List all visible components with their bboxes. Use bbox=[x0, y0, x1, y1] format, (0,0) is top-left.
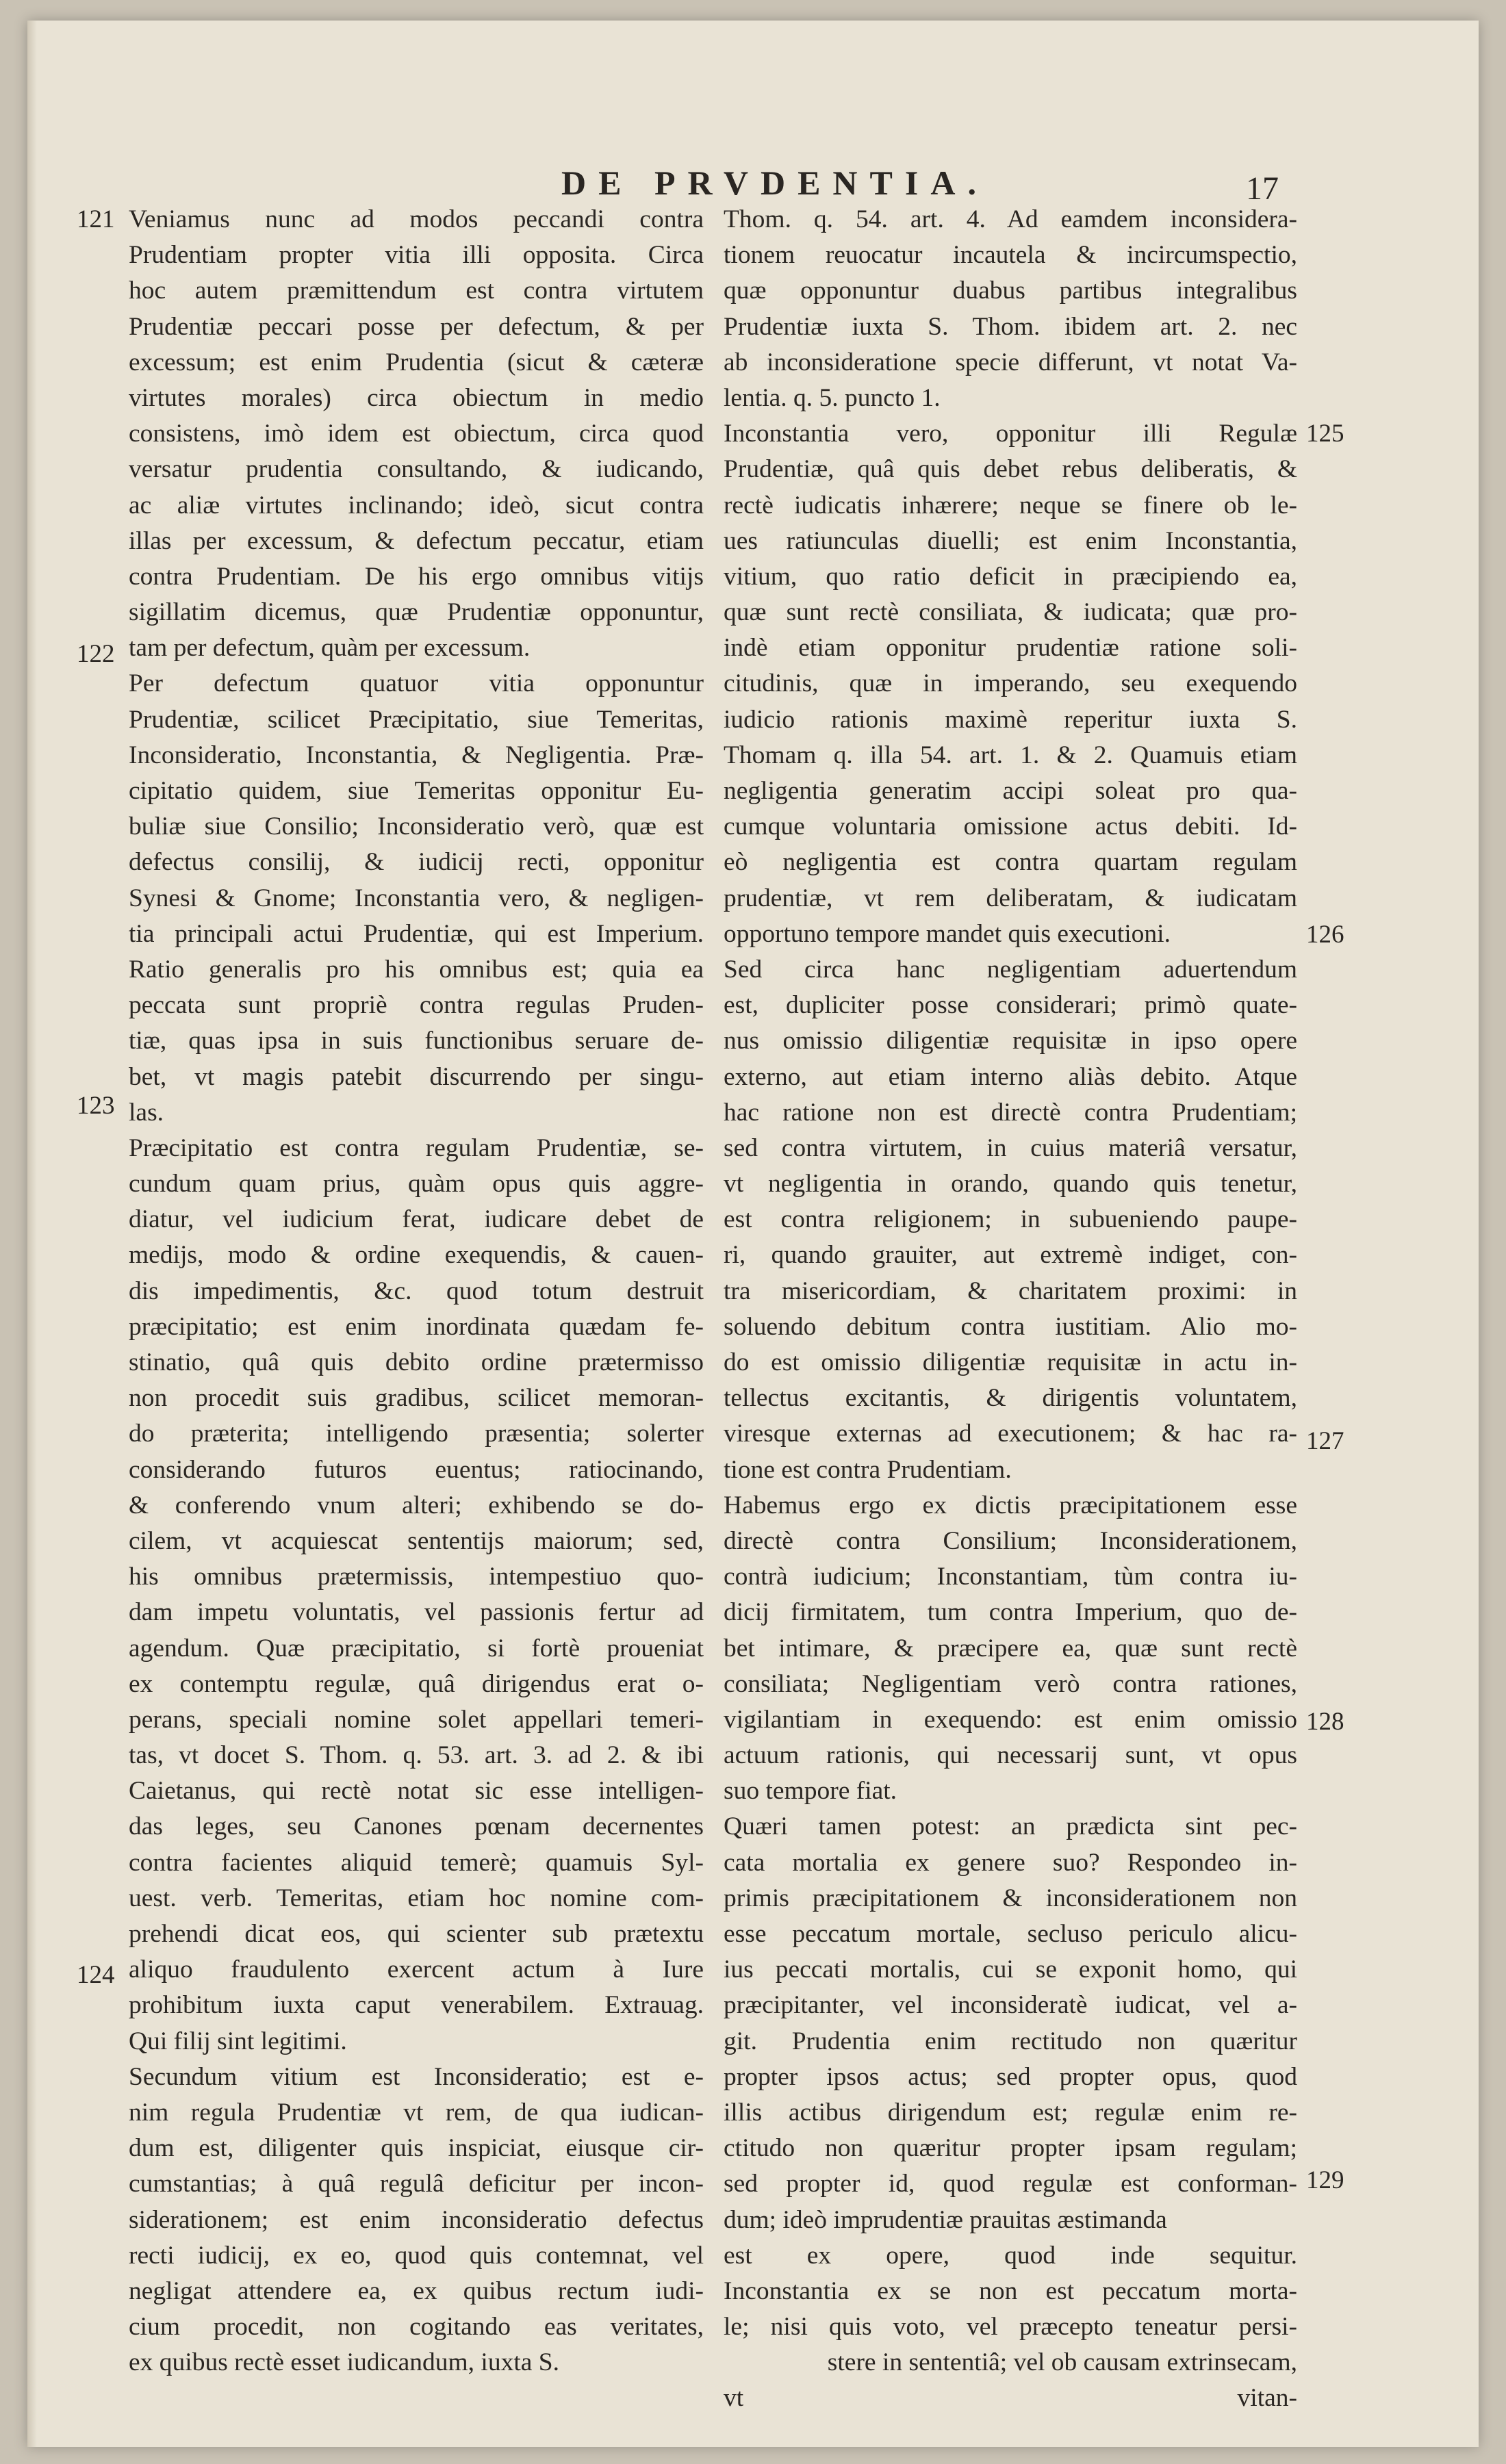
margin-number: 121 bbox=[77, 205, 115, 233]
text-line: vigilantiam in exequendo: est enim omissio bbox=[724, 1705, 1297, 1734]
text-line: externo, aut etiam interno aliàs debito. Atque bbox=[724, 1062, 1297, 1091]
margin-number: 122 bbox=[77, 640, 115, 668]
text-line: indè etiam opponitur prudentiæ ratione soli- bbox=[724, 634, 1297, 663]
text-line: stere in sententiâ; vel ob causam extrinsecam, bbox=[827, 2348, 1297, 2377]
text-line: contra facientes aliquid temerè; quamuis Syl- bbox=[129, 1848, 704, 1877]
text-line: do est omissio diligentiæ requisitæ in actu in- bbox=[724, 1348, 1297, 1376]
text-line: propter ipsos actus; sed propter opus, quod bbox=[724, 2062, 1297, 2091]
text-line: dum; ideò imprudentiæ prauitas æstimanda bbox=[724, 2205, 1167, 2234]
text-line: Secundum vitium est Inconsideratio; est e- bbox=[129, 2062, 704, 2091]
text-line: Ratio generalis pro his omnibus est; quia ea bbox=[129, 955, 704, 984]
text-line: tionem reuocatur incautela & incircumspectio, bbox=[724, 241, 1297, 270]
text-line: tione est contra Prudentiam. bbox=[724, 1455, 1012, 1484]
text-line: viresque externas ad executionem; & hac ra- bbox=[724, 1420, 1297, 1448]
text-line: quæ sunt rectè consiliata, & iudicata; quæ pro- bbox=[724, 598, 1297, 627]
text-line: his omnibus prætermissis, intempestiuo quo- bbox=[129, 1563, 704, 1591]
text-line: ex contemptu regulæ, quâ dirigendus erat o- bbox=[129, 1669, 704, 1698]
text-line: Prudentiæ, quâ quis debet rebus deliberatis, & bbox=[724, 455, 1297, 484]
text-line: aliquo fraudulento exercent actum à Iure bbox=[129, 1955, 704, 1984]
text-line: excessum; est enim Prudentia (sicut & cæteræ bbox=[129, 348, 704, 376]
text-line: ius peccati mortalis, cui se exponit homo, qui bbox=[724, 1955, 1297, 1984]
text-line: Prudentiæ iuxta S. Thom. ibidem art. 2. nec bbox=[724, 312, 1297, 341]
margin-number: 125 bbox=[1306, 420, 1344, 448]
text-line: stinatio, quâ quis debito ordine prætermisso bbox=[129, 1348, 704, 1376]
text-line: ac aliæ virtutes inclinando; ideò, sicut contra bbox=[129, 491, 704, 519]
text-line: iudicio rationis maximè reperitur iuxta S. bbox=[724, 705, 1297, 734]
text-line: bet, vt magis patebit discurrendo per singu- bbox=[129, 1062, 704, 1091]
text-line: tas, vt docet S. Thom. q. 53. art. 3. ad 2. & ibi bbox=[129, 1741, 704, 1770]
text-line: nus omissio diligentiæ requisitæ in ipso opere bbox=[724, 1027, 1297, 1055]
text-line: cilem, vt acquiescat sententijs maiorum; sed, bbox=[129, 1526, 704, 1555]
text-line: cata mortalia ex genere suo? Respondeo in- bbox=[724, 1848, 1297, 1877]
text-line: illas per excessum, & defectum peccatur, etiam bbox=[129, 526, 704, 555]
text-line: opportuno tempore mandet quis executioni. bbox=[724, 919, 1171, 948]
text-line: tra misericordiam, & charitatem proximi: in bbox=[724, 1276, 1297, 1305]
text-line: eò negligentia est contra quartam regulam bbox=[724, 848, 1297, 877]
text-line: actuum rationis, qui necessarij sunt, vt opus bbox=[724, 1741, 1297, 1770]
text-line: lentia. q. 5. puncto 1. bbox=[724, 383, 941, 412]
text-line: Quæri tamen potest: an prædicta sint pec- bbox=[724, 1812, 1297, 1841]
text-line: præcipitanter, vel inconsideratè iudicat, vel a- bbox=[724, 1991, 1297, 2020]
text-line: prudentiæ, vt rem deliberatam, & iudicatam bbox=[724, 884, 1297, 912]
margin-number: 127 bbox=[1306, 1427, 1344, 1455]
margin-number: 129 bbox=[1306, 2166, 1344, 2194]
book-page bbox=[27, 21, 1479, 2447]
text-line: Prudentiam propter vitia illi opposita. Circa bbox=[129, 241, 704, 270]
text-line: contra Prudentiam. De his ergo omnibus vitijs bbox=[129, 562, 704, 591]
text-line: Thomam q. illa 54. art. 1. & 2. Quamuis etiam bbox=[724, 741, 1297, 769]
text-line: Habemus ergo ex dictis præcipitationem esse bbox=[724, 1491, 1297, 1519]
text-line: siderationem; est enim inconsideratio defectus bbox=[129, 2205, 704, 2234]
text-line: dicij firmitatem, tum contra Imperium, quo de- bbox=[724, 1598, 1297, 1627]
text-line: contrà iudicium; Inconstantiam, tùm contra iu- bbox=[724, 1563, 1297, 1591]
text-line: ues ratiunculas diuelli; est enim Inconstantia, bbox=[724, 526, 1297, 555]
text-line: git. Prudentia enim rectitudo non quæritur bbox=[724, 2027, 1297, 2055]
text-line: suo tempore fiat. bbox=[724, 1777, 897, 1806]
text-line: rectè iudicatis inhærere; neque se finere ob le- bbox=[724, 491, 1297, 519]
left-text-column bbox=[129, 202, 704, 2380]
text-line: negligentia generatim accipi soleat pro qua- bbox=[724, 777, 1297, 805]
text-line: cipitatio quidem, siue Temeritas opponitur Eu- bbox=[129, 777, 704, 805]
text-line: Veniamus nunc ad modos peccandi contra bbox=[129, 205, 704, 233]
text-line: Inconstantia ex se non est peccatum morta- bbox=[724, 2276, 1297, 2305]
text-line: do præterita; intelligendo præsentia; solerter bbox=[129, 1420, 704, 1448]
text-line: ab inconsideratione specie differunt, vt notat Va- bbox=[724, 348, 1297, 376]
text-line: tellectus excitantis, & dirigentis voluntatem, bbox=[724, 1384, 1297, 1413]
text-line: tiæ, quas ipsa in suis functionibus seruare de- bbox=[129, 1027, 704, 1055]
text-line: hac ratione non est directè contra Prudentiam; bbox=[724, 1098, 1297, 1127]
text-line: est, dupliciter posse considerari; primò quate- bbox=[724, 991, 1297, 1020]
text-line: præcipitatio; est enim inordinata quædam fe- bbox=[129, 1312, 704, 1341]
text-line: dis impedimentis, &c. quod totum destruit bbox=[129, 1276, 704, 1305]
text-line: buliæ siue Consilio; Inconsideratio verò, quæ est bbox=[129, 812, 704, 841]
text-line: dum est, diligenter quis inspiciat, eiusque cir- bbox=[129, 2134, 704, 2163]
text-line: cumque voluntaria omissione actus debiti. Id- bbox=[724, 812, 1297, 841]
margin-number: 123 bbox=[77, 1092, 115, 1120]
text-line: est ex opere, quod inde sequitur. bbox=[724, 2241, 1297, 2270]
text-line: ex quibus rectè esset iudicandum, iuxta S. bbox=[129, 2348, 560, 2377]
text-line: negligat attendere ea, ex quibus rectum iudi- bbox=[129, 2276, 704, 2305]
text-line: le; nisi quis voto, vel præcepto teneatur persi- bbox=[724, 2313, 1297, 2341]
text-line: medijs, modo & ordine exequendis, & cauen- bbox=[129, 1241, 704, 1270]
text-line: perans, speciali nomine solet appellari temeri- bbox=[129, 1705, 704, 1734]
text-line: & conferendo vnum alteri; exhibendo se do- bbox=[129, 1491, 704, 1519]
text-line: esse peccatum mortale, secluso periculo alicu- bbox=[724, 1920, 1297, 1948]
text-line: bet intimare, & præcipere ea, quæ sunt rectè bbox=[724, 1634, 1297, 1663]
text-line: sed contra virtutem, in cuius materiâ versatur, bbox=[724, 1133, 1297, 1162]
text-line: citudinis, quæ in imperando, seu exequendo bbox=[724, 669, 1297, 698]
text-line: Thom. q. 54. art. 4. Ad eamdem inconsidera- bbox=[724, 205, 1297, 233]
text-line: das leges, seu Canones pœnam decernentes bbox=[129, 1812, 704, 1841]
text-line: tia principali actui Prudentiæ, qui est Imperium. bbox=[129, 919, 704, 948]
text-line: Per defectum quatuor vitia opponuntur bbox=[129, 669, 704, 698]
text-line: vitium, quo ratio deficit in præcipiendo ea, bbox=[724, 562, 1297, 591]
text-line: peccata sunt propriè contra regulas Pruden- bbox=[129, 991, 704, 1020]
text-line: Prudentiæ peccari posse per defectum, & per bbox=[129, 312, 704, 341]
text-line: vt vitan- bbox=[724, 2384, 1297, 2413]
text-line: Præcipitatio est contra regulam Prudentiæ, se- bbox=[129, 1133, 704, 1162]
text-line: directè contra Consilium; Inconsiderationem, bbox=[724, 1526, 1297, 1555]
text-line: tam per defectum, quàm per excessum. bbox=[129, 634, 531, 663]
text-line: ctitudo non quæritur propter ipsam regulam; bbox=[724, 2134, 1297, 2163]
text-line: considerando futuros euentus; ratiocinando, bbox=[129, 1455, 704, 1484]
text-line: Synesi & Gnome; Inconstantia vero, & negligen- bbox=[129, 884, 704, 912]
text-line: dam impetu voluntatis, vel passionis fertur ad bbox=[129, 1598, 704, 1627]
running-title: DE PRVDENTIA. bbox=[561, 164, 988, 202]
margin-number: 124 bbox=[77, 1961, 115, 1989]
text-line: Caietanus, qui rectè notat sic esse intelligen- bbox=[129, 1777, 704, 1806]
text-line: Inconsideratio, Inconstantia, & Negligentia. Præ- bbox=[129, 741, 704, 769]
text-line: cundum quam prius, quàm opus quis aggre- bbox=[129, 1170, 704, 1198]
text-line: Qui filij sint legitimi. bbox=[129, 2027, 347, 2055]
text-line: recti iudicij, ex eo, quod quis contemnat, vel bbox=[129, 2241, 704, 2270]
text-line: consistens, imò idem est obiectum, circa quod bbox=[129, 420, 704, 448]
margin-number: 128 bbox=[1306, 1708, 1344, 1736]
text-line: soluendo debitum contra iustitiam. Alio mo- bbox=[724, 1312, 1297, 1341]
text-line: sed propter id, quod regulæ est conforman- bbox=[724, 2170, 1297, 2198]
text-line: nim regula Prudentiæ vt rem, de qua iudican- bbox=[129, 2098, 704, 2127]
text-line: Prudentiæ, scilicet Præcipitatio, siue Temeritas, bbox=[129, 705, 704, 734]
text-line: virtutes morales) circa obiectum in medio bbox=[129, 383, 704, 412]
text-line: prehendi dicat eos, qui scienter sub prætextu bbox=[129, 1920, 704, 1948]
text-line: non procedit suis gradibus, scilicet memoran- bbox=[129, 1384, 704, 1413]
page-number: 17 bbox=[1246, 170, 1279, 207]
text-line: las. bbox=[129, 1098, 164, 1127]
text-line: vt negligentia in orando, quando quis tenetur, bbox=[724, 1170, 1297, 1198]
text-line: primis præcipitationem & inconsiderationem non bbox=[724, 1884, 1297, 1912]
text-line: consiliata; Negligentiam verò contra rationes, bbox=[724, 1669, 1297, 1698]
text-line: versatur prudentia consultando, & iudicando, bbox=[129, 455, 704, 484]
text-line: illis actibus dirigendum est; regulæ enim re- bbox=[724, 2098, 1297, 2127]
text-line: defectus consilij, & iudicij recti, opponitur bbox=[129, 848, 704, 877]
text-line: diatur, vel iudicium ferat, iudicare debet de bbox=[129, 1205, 704, 1234]
page-gutter bbox=[27, 21, 37, 2447]
right-text-column bbox=[724, 202, 1297, 2417]
text-line: Sed circa hanc negligentiam aduertendum bbox=[724, 955, 1297, 984]
text-line: Inconstantia vero, opponitur illi Regulæ bbox=[724, 420, 1297, 448]
text-line: quæ opponuntur duabus partibus integralibus bbox=[724, 277, 1297, 305]
text-line: prohibitum iuxta caput venerabilem. Extrauag. bbox=[129, 1991, 704, 2020]
text-line: agendum. Quæ præcipitatio, si fortè proueniat bbox=[129, 1634, 704, 1663]
margin-number: 126 bbox=[1306, 921, 1344, 949]
text-line: ri, quando grauiter, aut extremè indiget, con- bbox=[724, 1241, 1297, 1270]
text-line: uest. verb. Temeritas, etiam hoc nomine com- bbox=[129, 1884, 704, 1912]
text-line: cium procedit, non cogitando eas veritates, bbox=[129, 2313, 704, 2341]
text-line: est contra religionem; in subueniendo paupe- bbox=[724, 1205, 1297, 1234]
text-line: cumstantias; à quâ regulâ deficitur per incon- bbox=[129, 2170, 704, 2198]
text-line: hoc autem præmittendum est contra virtutem bbox=[129, 277, 704, 305]
text-line: sigillatim dicemus, quæ Prudentiæ opponuntur, bbox=[129, 598, 704, 627]
